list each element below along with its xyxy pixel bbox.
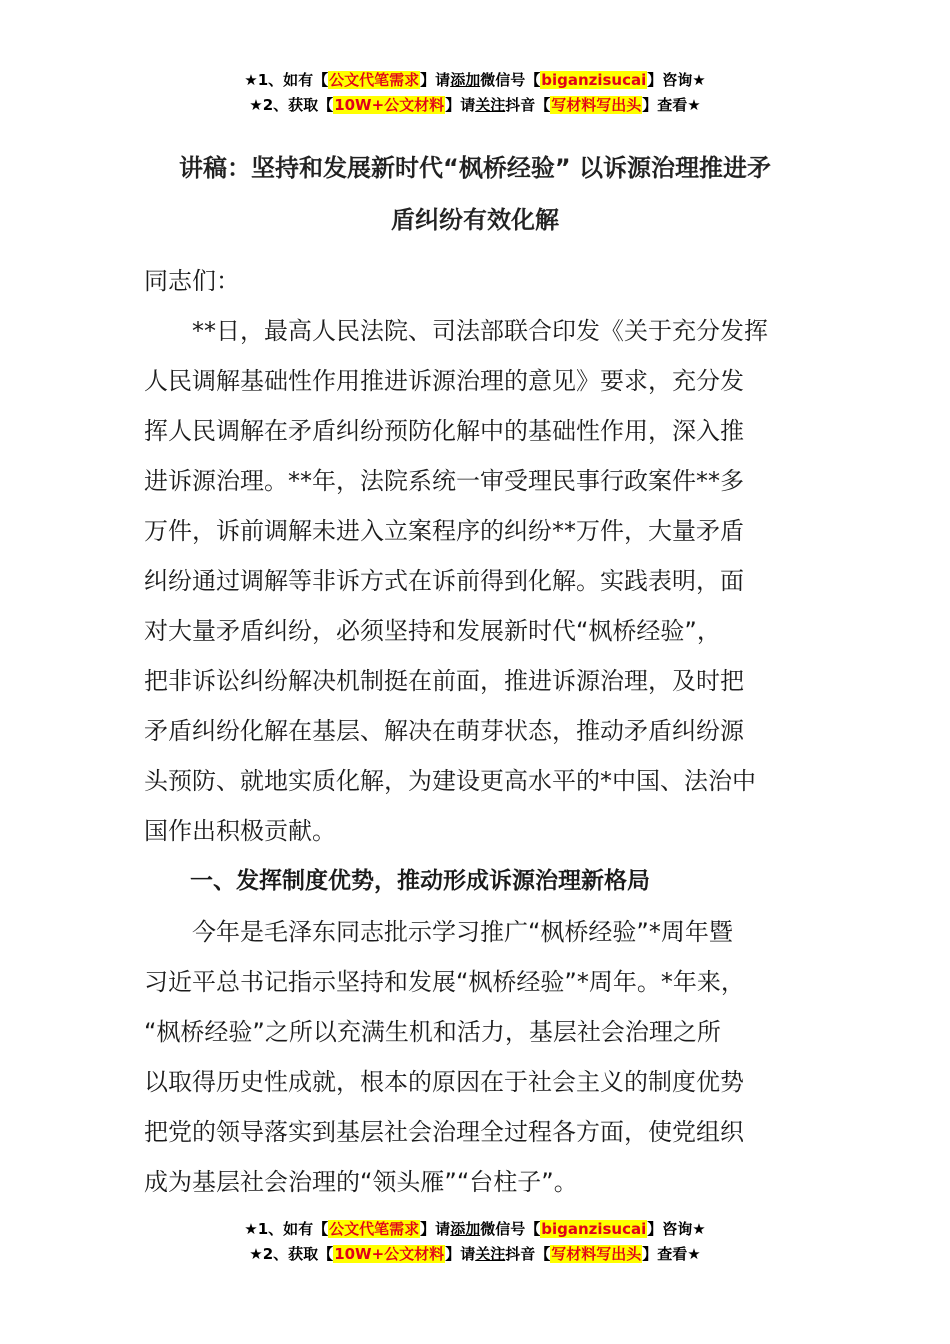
banner-text: 微信号【	[480, 71, 541, 89]
banner-highlight: 10W+公文材料	[334, 1245, 445, 1263]
body-line: **日，最高人民法院、司法部联合印发《关于充分发挥	[144, 317, 768, 345]
body-line: 国作出积极贡献。	[144, 817, 336, 845]
banner-text: ★2、获取【	[249, 1245, 334, 1263]
body-line: 矛盾纠纷化解在基层、解决在萌芽状态，推动矛盾纠纷源	[144, 717, 744, 745]
banner-highlight: 公文代笔需求	[329, 71, 420, 89]
banner-line-2	[0, 1242, 950, 1267]
body-line: 挥人民调解在矛盾纠纷预防化解中的基础性作用，深入推	[144, 417, 744, 445]
banner-underline: 添加	[450, 1220, 481, 1238]
banner-text: 抖音【	[505, 96, 551, 114]
banner-text: 】请	[445, 96, 476, 114]
body-line: 头预防、就地实质化解，为建设更高水平的*中国、法治中	[144, 767, 756, 795]
banner-text: 】查看★	[642, 96, 701, 114]
banner-line-1	[0, 1217, 950, 1242]
banner-line-2	[0, 93, 950, 118]
banner-highlight: 10W+公文材料	[334, 96, 445, 114]
body-line: 人民调解基础性作用推进诉源治理的意见》要求，充分发	[144, 367, 744, 395]
body-line: 进诉源治理。**年，法院系统一审受理民事行政案件**多	[144, 467, 744, 495]
banner-text: 】咨询★	[647, 71, 706, 89]
banner-text: ★1、如有【	[244, 71, 329, 89]
document-title-line-1: 讲稿：坚持和发展新时代“枫桥经验” 以诉源治理推进矛	[179, 154, 771, 182]
section-heading-1: 一、发挥制度优势，推动形成诉源治理新格局	[144, 868, 650, 894]
body-line: 万件，诉前调解未进入立案程序的纠纷**万件，大量矛盾	[144, 517, 744, 545]
banner-text: ★2、获取【	[249, 96, 334, 114]
banner-text: 】请	[420, 71, 451, 89]
body-line: “枫桥经验”之所以充满生机和活力，基层社会治理之所	[144, 1018, 721, 1046]
banner-text: 抖音【	[505, 1245, 551, 1263]
banner-text: ★1、如有【	[244, 1220, 329, 1238]
document-title-line-2: 盾纠纷有效化解	[391, 206, 559, 234]
body-line: 把党的领导落实到基层社会治理全过程各方面，使党组织	[144, 1118, 744, 1146]
banner-line-1	[0, 68, 950, 93]
banner-underline: 关注	[475, 96, 506, 114]
banner-underline: 关注	[475, 1245, 506, 1263]
body-line: 纠纷通过调解等非诉方式在诉前得到化解。实践表明，面	[144, 567, 744, 595]
top-banner	[0, 68, 950, 118]
banner-text: 】咨询★	[647, 1220, 706, 1238]
banner-text: 】查看★	[642, 1245, 701, 1263]
body-line: 以取得历史性成就，根本的原因在于社会主义的制度优势	[144, 1068, 744, 1096]
body-line: 今年是毛泽东同志批示学习推广“枫桥经验”*周年暨	[144, 918, 733, 946]
banner-text: 】请	[445, 1245, 476, 1263]
body-line: 把非诉讼纠纷解决机制挺在前面，推进诉源治理，及时把	[144, 667, 744, 695]
body-line: 对大量矛盾纠纷，必须坚持和发展新时代“枫桥经验”，	[144, 617, 721, 645]
body-line: 成为基层社会治理的“领头雁”“台柱子”。	[144, 1168, 578, 1196]
banner-text: 】请	[420, 1220, 451, 1238]
banner-highlight: biganzisucai	[541, 71, 647, 89]
salutation: 同志们：	[144, 267, 240, 295]
bottom-banner	[0, 1217, 950, 1267]
banner-highlight: 写材料写出头	[551, 1245, 642, 1263]
banner-highlight: biganzisucai	[541, 1220, 647, 1238]
banner-underline: 添加	[450, 71, 481, 89]
banner-text: 微信号【	[480, 1220, 541, 1238]
banner-highlight: 公文代笔需求	[329, 1220, 420, 1238]
banner-highlight: 写材料写出头	[551, 96, 642, 114]
body-line: 习近平总书记指示坚持和发展“枫桥经验”*周年。*年来，	[144, 968, 745, 996]
